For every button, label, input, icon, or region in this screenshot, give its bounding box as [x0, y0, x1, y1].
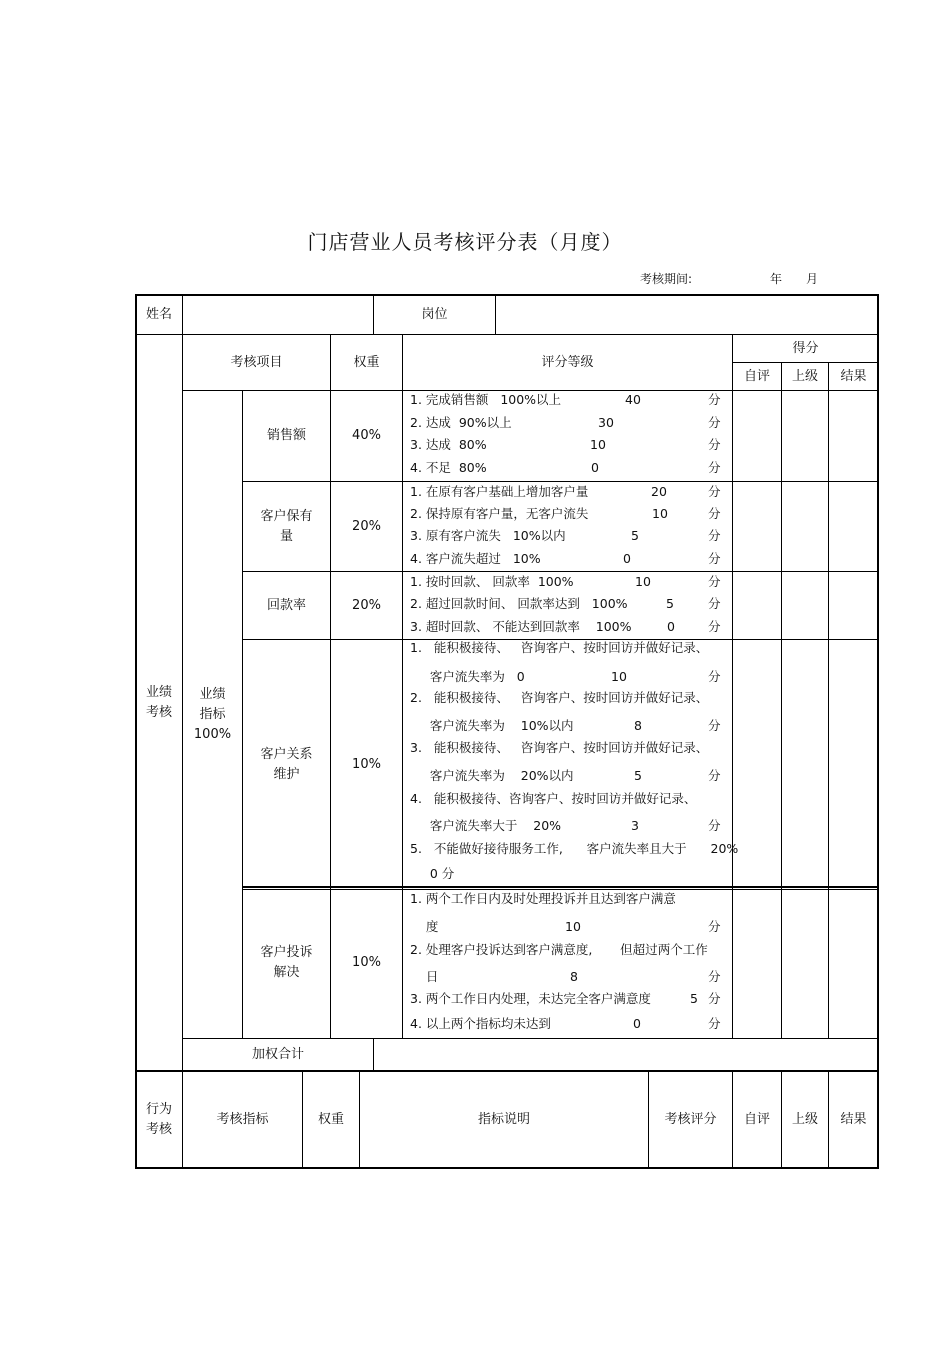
grade-line-unit: 分 — [708, 596, 721, 611]
grade-line-unit: 分 — [708, 669, 721, 684]
grade-line-text: 2. 能积极接待、 咨询客户、按时回访并做好记录、 — [410, 690, 709, 705]
grade-line-score: 5 — [690, 991, 698, 1006]
item-weight-sales: 40% — [330, 390, 403, 482]
grade-line-score: 0 — [633, 1016, 641, 1031]
score-result-retention[interactable] — [828, 481, 879, 572]
name-label-cell: 姓名 — [135, 294, 183, 335]
score-superior-relationship[interactable] — [781, 639, 829, 890]
score-result-sales[interactable] — [828, 390, 879, 482]
grade-line-text: 4. 以上两个指标均未达到 — [410, 1016, 551, 1031]
grade-line-text: 2. 处理客户投诉达到客户满意度, 但超过两个工作 — [410, 942, 708, 957]
grade-line-unit: 分 — [708, 415, 721, 430]
header-item: 考核项目 — [182, 334, 331, 391]
score-superior-complaint[interactable] — [781, 887, 829, 1039]
grade-line-text: 4. 不足 80% — [410, 460, 487, 475]
item-weight-relationship: 10% — [330, 639, 403, 890]
period-label: 考核期间: — [640, 272, 693, 286]
grade-line-text: 1. 完成销售额 100%以上 — [410, 392, 562, 407]
behavior-result: 结果 — [828, 1071, 879, 1169]
grade-line-unit: 分 — [708, 818, 721, 833]
grade-line-score: 10 — [565, 919, 581, 934]
grade-line-score: 5 — [634, 768, 642, 783]
item-name-retention: 客户保有 量 — [242, 481, 331, 572]
score-result-complaint[interactable] — [828, 887, 879, 1039]
behavior-rating: 考核评分 — [648, 1071, 733, 1169]
grade-line-text: 0 分 — [410, 866, 455, 881]
behavior-weight: 权重 — [302, 1071, 360, 1169]
item-name-relationship: 客户关系 维护 — [242, 639, 331, 890]
grade-line-score: 3 — [631, 818, 639, 833]
score-self-retention[interactable] — [732, 481, 782, 572]
grade-line-text: 1. 按时回款、 回款率 100% — [410, 574, 574, 589]
grade-line-unit: 分 — [708, 484, 721, 499]
grade-line-unit: 分 — [708, 506, 721, 521]
item-name-collection: 回款率 — [242, 571, 331, 640]
perf-indicator-cell — [182, 390, 243, 1039]
grade-line-unit: 分 — [708, 551, 721, 566]
header-result: 结果 — [828, 362, 879, 391]
grade-line-text: 1. 能积极接待、 咨询客户、按时回访并做好记录、 — [410, 640, 709, 655]
grade-line-text: 2. 达成 90%以上 — [410, 415, 512, 430]
item-name-complaint: 客户投诉 解决 — [242, 887, 331, 1039]
weighted-total-value[interactable] — [373, 1038, 879, 1072]
grade-line-text: 1. 在原有客户基础上增加客户量 — [410, 484, 589, 499]
grade-line-score: 0 — [623, 551, 631, 566]
grade-line-text: 3. 两个工作日内处理，未达完全客户满意度 — [410, 991, 651, 1006]
grade-line-unit: 分 — [708, 528, 721, 543]
header-grade: 评分等级 — [402, 334, 733, 391]
post-input-cell[interactable] — [495, 294, 879, 335]
grade-line-unit: 分 — [708, 437, 721, 452]
page-title: 门店营业人员考核评分表（月度） — [307, 230, 623, 254]
header-score: 得分 — [732, 334, 879, 363]
grade-line-text: 度 — [410, 919, 439, 934]
grade-line-unit: 分 — [708, 619, 721, 634]
grade-line-text: 客户流失率为 0 — [410, 669, 525, 684]
post-label-cell: 岗位 — [373, 294, 496, 335]
behavior-superior: 上级 — [781, 1071, 829, 1169]
grade-line-text: 日 — [410, 969, 439, 984]
item-weight-retention: 20% — [330, 481, 403, 572]
grade-line-score: 10 — [611, 669, 627, 684]
perf-category-text: 业绩 考核 — [145, 684, 172, 720]
weighted-total-label: 加权合计 — [182, 1038, 374, 1072]
perf-indicator-text: 业绩 指标 100% — [193, 686, 232, 742]
header-weight: 权重 — [330, 334, 403, 391]
grade-line-text: 4. 能积极接待、咨询客户、按时回访并做好记录、 — [410, 791, 697, 806]
score-superior-retention[interactable] — [781, 481, 829, 572]
grade-line-unit: 分 — [708, 768, 721, 783]
grade-line-unit: 分 — [708, 991, 721, 1006]
period-year: 年 — [770, 272, 783, 286]
grade-line-score: 8 — [634, 718, 642, 733]
grade-line-unit: 分 — [708, 574, 721, 589]
grade-line-unit: 分 — [708, 392, 721, 407]
grade-line-text: 3. 原有客户流失 10%以内 — [410, 528, 566, 543]
score-result-relationship[interactable] — [828, 639, 879, 890]
grade-line-score: 5 — [666, 596, 674, 611]
grade-line-score: 10 — [652, 506, 668, 521]
name-input-cell[interactable] — [182, 294, 374, 335]
grade-line-score: 10 — [635, 574, 651, 589]
score-self-collection[interactable] — [732, 571, 782, 640]
grade-line-text: 5. 不能做好接待服务工作, 客户流失率且大于 20% — [410, 841, 739, 856]
grade-line-text: 3. 能积极接待、 咨询客户、按时回访并做好记录、 — [410, 740, 709, 755]
grade-line-score: 8 — [570, 969, 578, 984]
grade-line-text: 1. 两个工作日内及时处理投诉并且达到客户满意 — [410, 891, 676, 906]
score-self-sales[interactable] — [732, 390, 782, 482]
item-weight-collection: 20% — [330, 571, 403, 640]
grade-line-score: 0 — [667, 619, 675, 634]
grade-line-text: 2. 超过回款时间、 回款率达到 100% — [410, 596, 628, 611]
header-self: 自评 — [732, 362, 782, 391]
behavior-indicator: 考核指标 — [182, 1071, 303, 1169]
period-month: 月 — [806, 272, 819, 286]
grade-line-unit: 分 — [708, 460, 721, 475]
grade-line-score: 10 — [590, 437, 606, 452]
grade-line-text: 2. 保持原有客户量，无客户流失 — [410, 506, 589, 521]
header-superior: 上级 — [781, 362, 829, 391]
grade-line-text: 3. 达成 80% — [410, 437, 487, 452]
perf-category-cell — [135, 334, 183, 1071]
behavior-description: 指标说明 — [359, 1071, 649, 1169]
grade-line-text: 4. 客户流失超过 10% — [410, 551, 541, 566]
grade-line-unit: 分 — [708, 969, 721, 984]
score-superior-collection[interactable] — [781, 571, 829, 640]
behavior-category-cell: 行为 考核 — [135, 1071, 183, 1169]
section-divider — [242, 886, 879, 888]
grade-line-text: 客户流失率大于 20% — [410, 818, 562, 833]
grade-line-score: 40 — [625, 392, 641, 407]
grade-line-score: 20 — [651, 484, 667, 499]
grade-line-score: 30 — [598, 415, 614, 430]
grade-line-text: 客户流失率为 20%以内 — [410, 768, 574, 783]
grade-line-unit: 分 — [708, 718, 721, 733]
behavior-self: 自评 — [732, 1071, 782, 1169]
grade-line-unit: 分 — [708, 919, 721, 934]
grade-line-unit: 分 — [708, 1016, 721, 1031]
score-self-complaint[interactable] — [732, 887, 782, 1039]
grade-line-score: 0 — [591, 460, 599, 475]
item-weight-complaint: 10% — [330, 887, 403, 1039]
score-superior-sales[interactable] — [781, 390, 829, 482]
score-self-relationship[interactable] — [732, 639, 782, 890]
grade-line-text: 客户流失率为 10%以内 — [410, 718, 574, 733]
score-result-collection[interactable] — [828, 571, 879, 640]
grade-line-text: 3. 超时回款、 不能达到回款率 100% — [410, 619, 632, 634]
grade-line-score: 5 — [631, 528, 639, 543]
item-name-sales: 销售额 — [242, 390, 331, 482]
